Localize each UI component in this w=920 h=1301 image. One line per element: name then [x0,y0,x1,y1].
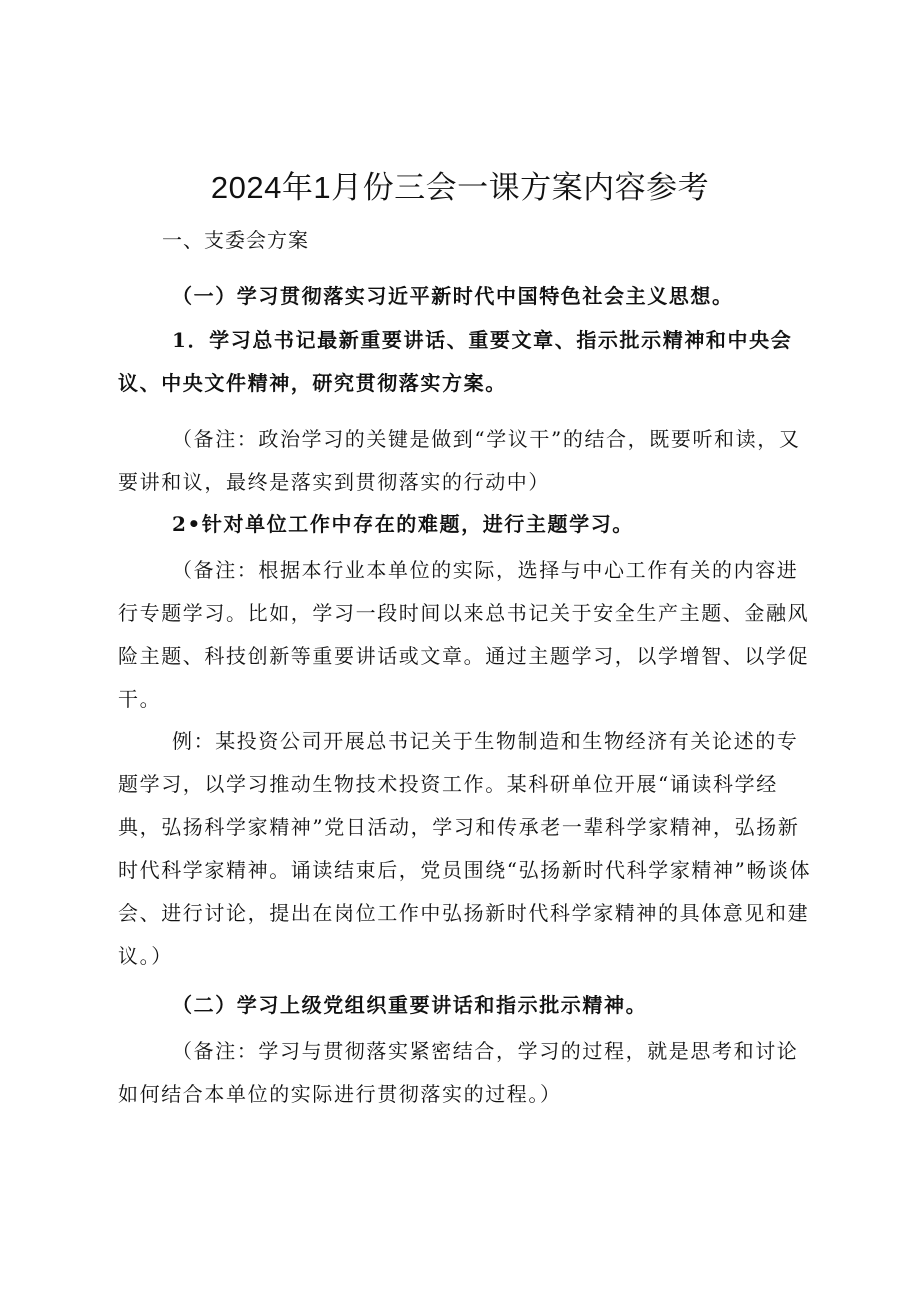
subheading-superior-speeches: （二）学习上级党组织重要讲话和指示批示精神。 [172,993,648,1017]
note-theme-study: （备注：根据本行业本单位的实际，选择与中心工作有关的内容进行专题学习。比如，学习一段时间以来总书记关于安全生产主题、金融风险主题、科技创新等重要讲话或文章。通过主题学习，以学增智、以学促干。 [118,558,810,711]
item-1-study-speeches: 1．学习总书记最新重要讲话、重要文章、指示批示精神和中央会议、中央文件精神，研究贯彻落实方案。 [118,328,793,395]
note-political-study: （备注：政治学习的关键是做到“学议干”的结合，既要听和读，又要讲和议，最终是落实到贯彻落实的行动中） [118,427,801,494]
note-implementation: （备注：学习与贯彻落实紧密结合，学习的过程，就是思考和讨论如何结合本单位的实际进行贯彻落实的过程。） [118,1039,799,1106]
section-heading-committee-plan: 一、支委会方案 [162,230,309,252]
example-paragraph: 例：某投资公司开展总书记关于生物制造和生物经济有关论述的专题学习，以学习推动生物技术投资工作。某科研单位开展“诵读科学经典，弘扬科学家精神”党日活动，学习和传承老一辈科学家精神，弘扬新时代科学家精神。诵读结束后，党员围绕“弘扬新时代科学家精神”畅谈体会、进行讨论，提出在岗位工作中弘扬新时代科学家精神的具体意见和建议。） [118,729,812,968]
item-2-theme-study: 2•针对单位工作中存在的难题，进行主题学习。 [172,512,634,536]
subheading-study-thought: （一）学习贯彻落实习近平新时代中国特色社会主义思想。 [172,284,734,308]
document-title: 2024年1月份三会一课方案内容参考 [210,170,710,205]
